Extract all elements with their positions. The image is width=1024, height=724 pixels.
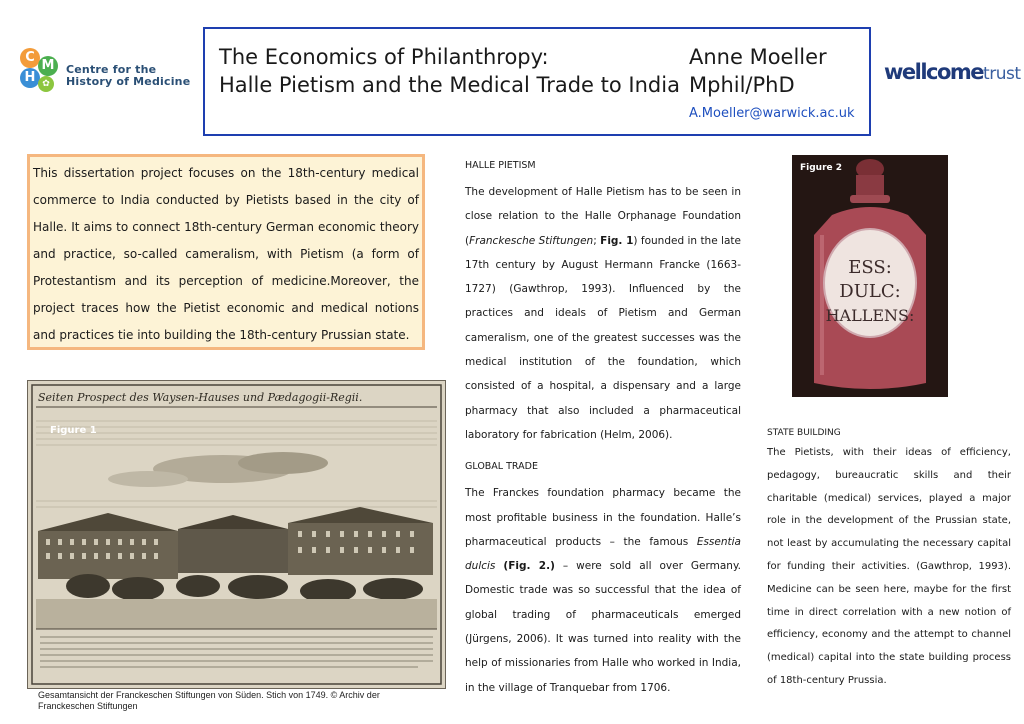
state-building-text: The Pietists, with their ideas of efficiency, pedagogy, bureaucratic skills and their charitable (medical) services, played a major role in the development of the Prussian state, not least by accumulating the necessary capital for funding their activities. (Gawthrop, 1993). Medicine can be seen here, maybe for the first time in direct correlation with a new notion of efficiency, economy and the attempt to channel (medical) capital into the state building process of 18th-century Prussia. [767, 447, 1011, 686]
global-trade-heading: GLOBAL TRADE [465, 461, 538, 473]
global-trade-text [465, 481, 741, 700]
figure1-caption: Gesamtansicht der Franckeschen Stiftungen von Süden. Stich von 1749. © Archiv der Franckeschen Stiftungen [38, 690, 380, 711]
halle-pietism-text [465, 180, 741, 447]
middle-column [465, 158, 741, 700]
intro-box [27, 154, 425, 350]
figure1-label: Figure 1 [50, 425, 97, 436]
bottle-illustration [792, 155, 948, 397]
author-name: Anne Moeller [689, 45, 827, 69]
right-column [767, 426, 1011, 693]
bottle-text-2: DULC: [839, 281, 901, 302]
logo-text [66, 64, 190, 88]
gt-text-b: – were sold all over Germany. Domestic trade was so successful that the idea of global trading of pharmaceuticals emerged (Jürgens, 2006). It was turned into reality with the help of missionaries from Halle who worked in India, in the village of Tranquebar from 1706. [465, 560, 741, 694]
wellcome-word: wellcome [884, 60, 984, 84]
poster-title-line1: The Economics of Philanthropy: [219, 45, 549, 69]
trust-word: trust [983, 64, 1021, 84]
hp-text-c: ) founded in the late 17th century by August Hermann Francke (1663-1727) (Gawthrop, 1993). Influenced by the practices and ideals of Pietism and German cameralism, one of the greatest successes was the medical institution of the foundation, which consisted of a hospital, a dispensary and a large pharmacy that also included a pharmaceutical laboratory for fabrication (Helm, 2006). [465, 234, 741, 441]
gt-fig-ref: (Fig. 2.) [503, 560, 555, 573]
title-box [203, 27, 871, 136]
author-email-link[interactable]: A.Moeller@warwick.ac.uk [689, 106, 855, 121]
poster-title-line2: Halle Pietism and the Medical Trade to India [219, 73, 680, 97]
logo-letter-h: H [20, 68, 40, 88]
figure2-bottle-image [792, 155, 948, 397]
figure2-label: Figure 2 [800, 163, 843, 173]
hp-italic: Franckesche Stiftungen [469, 234, 594, 247]
state-building-heading: STATE BUILDING [767, 428, 841, 438]
logo-line2: History of Medicine [66, 75, 191, 88]
logo-leaf-icon: ✿ [38, 76, 54, 92]
hp-fig-ref: Fig. 1 [600, 234, 634, 247]
hp-text-b: ; [593, 234, 601, 247]
gt-italic: Essentia dulcis [465, 535, 741, 573]
bottle-text-1: ESS: [848, 257, 892, 278]
bottle-text-3: HALLENS: [825, 306, 915, 325]
author-degree: Mphil/PhD [689, 73, 795, 97]
halle-pietism-heading: HALLE PIETISM [465, 160, 536, 171]
wellcome-trust-logo [884, 60, 1021, 84]
intro-text: This dissertation project focuses on the 18th-century medical commerce to India conducted by Pietists based in the city of Halle. It aims to connect 18th-century German economic theory and practice, so-called cameralism, with Pietism (a form of Protestantism and its perception of medicine.Moreover, the project traces how the Pietist economic and medical notions and practices tie into building the 18th-century Prussian state. [33, 166, 419, 342]
logo-line1: Centre for the [66, 63, 157, 76]
hp-text-a: The development of Halle Pietism has to be seen in close relation to the Halle Orphanage Foundation ( [465, 186, 741, 247]
engraving-title: Seiten Prospect des Waysen-Hauses und Pædagogii-Regii. [38, 391, 363, 404]
gt-text-a: The Franckes foundation pharmacy became the most profitable business in the foundation. Halle’s pharmaceutical products – the famous [465, 487, 741, 548]
centre-history-medicine-logo [12, 44, 197, 100]
logo-letter-c: C [20, 48, 40, 68]
logo-letter-m: M [38, 56, 58, 76]
